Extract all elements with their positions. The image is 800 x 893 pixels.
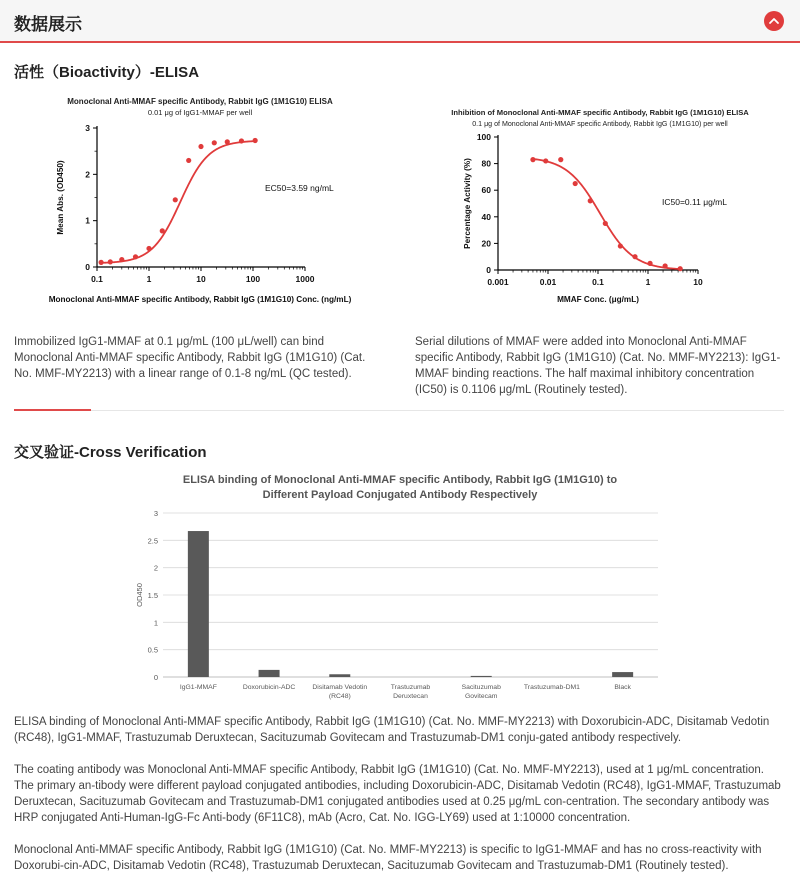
y-tick-label: 100	[476, 132, 491, 142]
x-tick-label: 0.01	[539, 277, 557, 287]
y-axis-label: Mean Abs. (OD450)	[56, 160, 65, 235]
y-tick-label: 2	[85, 169, 90, 180]
y-tick-label: 0	[85, 262, 90, 272]
fit-curve	[101, 141, 255, 263]
data-point	[253, 138, 258, 143]
data-point	[225, 139, 230, 144]
data-point	[603, 221, 608, 226]
x-tick-label: Govitecam	[464, 693, 498, 700]
data-point	[618, 243, 623, 248]
cross-paragraph-3: Monoclonal Anti-MMAF specific Antibody, Rabbit IgG (1M1G10) (Cat. No. MMF-MY2213) is specific to IgG1-MMAF and has no cross-reactivity with Doxorubi-cin-ADC, Disitamab Vedotin (RC48), Trastuzumab Deruxtecan, Sacituzumab Govitecam and Trastuzumab-DM1 (Routinely tested).	[14, 844, 762, 872]
chart-title-line: ELISA binding of Monoclonal Anti-MMAF specific Antibody, Rabbit IgG (1M1G10) to	[182, 474, 618, 486]
x-tick-label: 0.1	[91, 274, 103, 284]
chart-annotation: EC50=3.59 ng/mL	[265, 183, 334, 193]
y-axis-label: OD450	[135, 583, 144, 607]
y-tick-label: 3	[85, 123, 90, 133]
x-tick-label: 1	[146, 274, 152, 284]
x-tick-label: 100	[245, 274, 261, 284]
data-point	[558, 157, 563, 162]
x-tick-label: Disitamab Vedotin	[312, 684, 368, 691]
data-point	[573, 181, 578, 186]
cross-paragraph-1: ELISA binding of Monoclonal Anti-MMAF specific Antibody, Rabbit IgG (1M1G10) (Cat. No. MMF-MY2213) with Doxorubicin-ADC, Disitamab Vedotin (RC48), IgG1-MMAF, Trastuzumab Deruxtecan, Sacituzumab Govitecam and Trastuzumab-DM1 conju-gated antibody respectively.	[14, 716, 770, 744]
data-point	[108, 259, 113, 264]
x-axis-label: Monoclonal Anti-MMAF specific Antibody, Rabbit IgG (1M1G10) Conc. (ng/mL)	[48, 295, 352, 304]
data-point	[239, 138, 244, 143]
bar	[188, 531, 209, 677]
x-tick-label: Trastuzumab-DM1	[523, 684, 580, 691]
y-tick-label: 1	[153, 618, 158, 628]
bar	[259, 670, 280, 677]
data-point	[663, 263, 668, 268]
x-tick-label: 0.1	[592, 277, 604, 287]
cross-paragraph-2: The coating antibody was Monoclonal Anti-MMAF specific Antibody, Rabbit IgG (1M1G10) (Cat. No. MMF-MY2213), used at 1 μg/mL concentration. The primary an-tibody were different payload conjugated antibodies, including Doxorubicin-ADC, Disitamab Vedotin (RC48), IgG1-MMAF, Trastuzumab Deruxtecan, Sacituzumab Govitecam and Trastuzumab-DM1 conjugated antibodies used at 0.25 μg/mL con-centration. The secondary antibody was HRP conjugated Anti-Human-IgG-Fc Anti-body (6F11C8), mAb (Acro, Cat. No. IGG-LY69) used at 1:10000 concentration.	[14, 764, 781, 824]
y-tick-label: 80	[481, 158, 491, 169]
cross-verification-bar-chart	[130, 468, 670, 708]
chart-annotation: IC50=0.11 μg/mL	[662, 197, 727, 207]
x-tick-label: 1	[645, 277, 651, 287]
section-divider-accent	[14, 409, 91, 411]
data-point	[198, 144, 203, 149]
data-point	[530, 157, 535, 162]
x-tick-label: Deruxtecan	[393, 693, 428, 700]
x-tick-label: Doxorubicin-ADC	[242, 684, 296, 691]
x-tick-label: 0.001	[487, 277, 509, 287]
data-point	[160, 228, 165, 233]
y-tick-label: 0.5	[147, 645, 158, 655]
y-tick-label: 3	[153, 509, 158, 518]
ic50-inhibition-chart	[430, 100, 785, 310]
x-tick-label: Trastuzumab	[390, 684, 431, 691]
data-point	[212, 140, 217, 145]
y-tick-label: 40	[481, 211, 491, 222]
data-point	[146, 246, 151, 251]
y-tick-label: 2	[153, 563, 158, 573]
x-tick-label: Black	[614, 684, 631, 691]
data-point	[186, 158, 191, 163]
x-tick-label: Sacituzumab	[461, 684, 501, 691]
bioactivity-left-caption: Immobilized IgG1-MMAF at 0.1 μg/mL (100 μL/well) can bind Monoclonal Anti-MMAF specific Antibody, Rabbit IgG (1M1G10) (Cat. No. MMF-MY2213) with a linear range of 0.1-8 ng/mL (QC tested).	[14, 336, 366, 380]
chart-subtitle: 0.1 μg of Monoclonal Anti-MMAF specific Antibody, Rabbit IgG (1M1G10) per well	[472, 120, 728, 128]
y-tick-label: 2.5	[147, 536, 158, 546]
data-point	[543, 158, 548, 163]
x-tick-label: 1000	[295, 274, 315, 284]
y-tick-label: 0	[486, 265, 491, 275]
bar	[471, 676, 492, 677]
y-tick-label: 60	[481, 185, 491, 196]
section-header	[0, 0, 800, 42]
x-axis-label: MMAF Conc. (μg/mL)	[557, 295, 639, 304]
x-tick-label: IgG1-MMAF	[179, 684, 217, 691]
ec50-binding-chart	[35, 90, 380, 310]
fit-curve	[533, 159, 680, 269]
chart-title-line: Different Payload Conjugated Antibody Respectively	[262, 489, 538, 501]
chevron-up-icon	[768, 15, 780, 27]
data-point	[133, 254, 138, 259]
chart-title: Monoclonal Anti-MMAF specific Antibody, Rabbit IgG (1M1G10) ELISA	[67, 97, 333, 106]
y-axis-label: Percentage Activity (%)	[463, 158, 472, 249]
header-title: 数据展示	[14, 15, 82, 34]
section-divider	[14, 410, 784, 411]
y-tick-label: 20	[481, 238, 491, 249]
collapse-button[interactable]	[764, 11, 784, 31]
bioactivity-title: 活性（Bioactivity）-ELISA	[14, 64, 200, 81]
bar	[329, 674, 350, 677]
x-tick-label: 10	[196, 274, 206, 284]
bar	[612, 672, 633, 677]
x-tick-label: (RC48)	[328, 693, 351, 700]
x-tick-label: 10	[693, 277, 703, 287]
bioactivity-right-caption: Serial dilutions of MMAF were added into Monoclonal Anti-MMAF specific Antibody, Rabbit IgG (1M1G10) (Cat. No. MMF-MY2213): IgG1-MMAF binding reactions. The half maximal inhibitory concentration (IC50) is 0.1106 μg/mL (Routinely tested).	[415, 336, 781, 396]
data-point	[99, 260, 104, 265]
chart-title: Inhibition of Monoclonal Anti-MMAF specific Antibody, Rabbit IgG (1M1G10) ELISA	[451, 108, 749, 117]
y-tick-label: 1	[85, 215, 90, 226]
y-tick-label: 1.5	[147, 591, 158, 600]
data-point	[632, 254, 637, 259]
data-point	[647, 261, 652, 266]
chart-subtitle: 0.01 μg of IgG1-MMAF per well	[147, 108, 253, 117]
y-tick-label: 0	[153, 673, 158, 682]
cross-verification-title: 交叉验证-Cross Verification	[14, 444, 207, 461]
data-point	[588, 198, 593, 203]
data-point	[678, 266, 683, 271]
header-accent-line	[0, 41, 800, 43]
data-point	[173, 197, 178, 202]
data-point	[119, 257, 124, 262]
